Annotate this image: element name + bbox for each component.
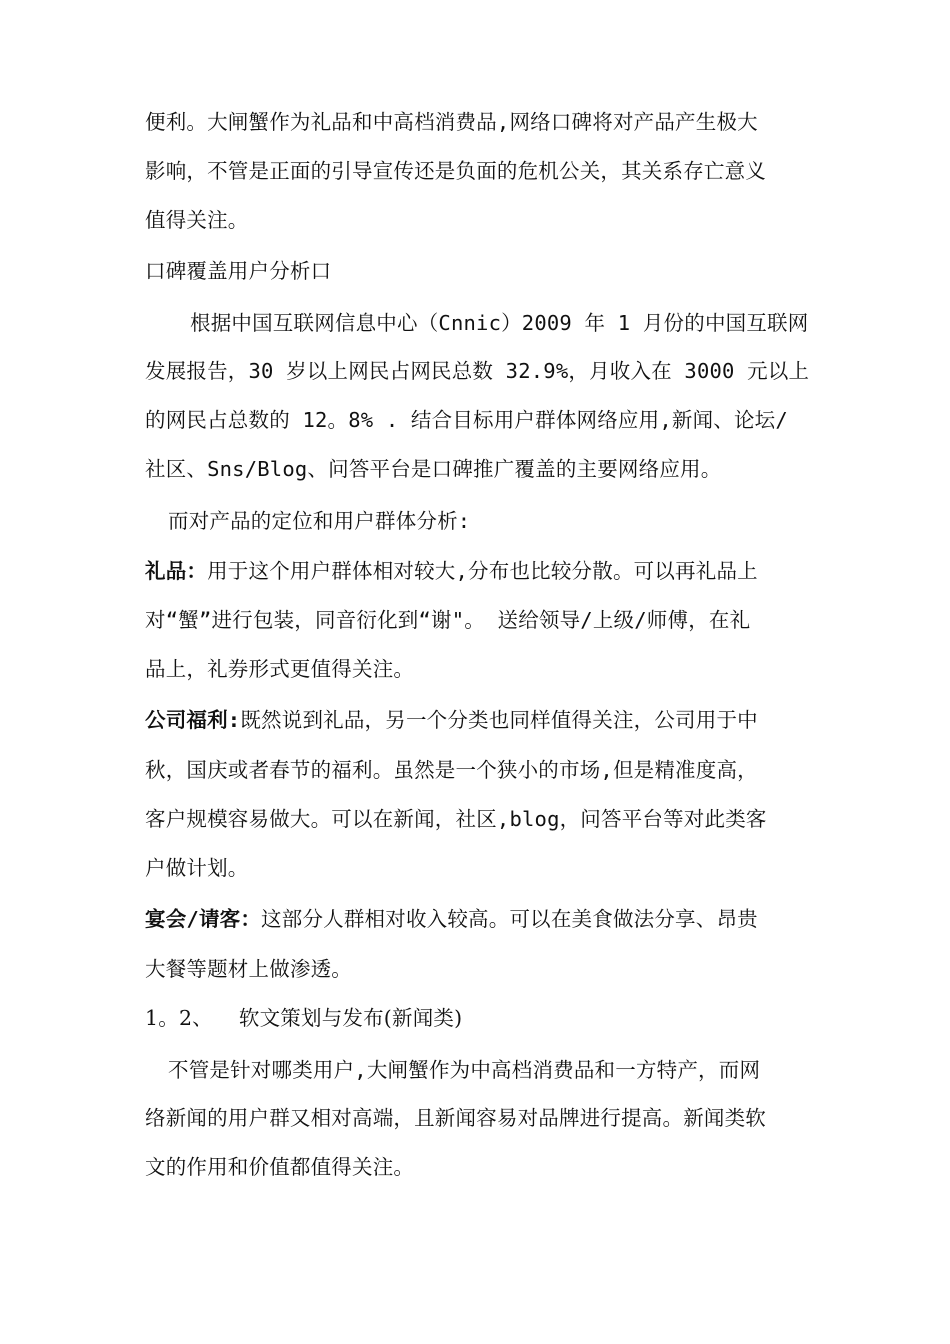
welfare-text: 既然说到礼品，另一个分类也同样值得关注，公司用于中 bbox=[240, 708, 758, 732]
paragraph-line: 根据中国互联网信息中心（Cnnic）2009 年 1 月份的中国互联网 bbox=[190, 311, 809, 335]
section-title: 软文策划与发布(新闻类) bbox=[238, 1006, 463, 1030]
paragraph-line: 发展报告，30 岁以上网民占网民总数 32.9%，月收入在 3000 元以上 bbox=[145, 359, 810, 383]
paragraph-line: 秋，国庆或者春节的福利。虽然是一个狭小的市场,但是精准度高， bbox=[145, 758, 758, 782]
paragraph-line: 社区、Sns/Blog、问答平台是口碑推广覆盖的主要网络应用。 bbox=[145, 457, 722, 481]
section-heading bbox=[145, 1004, 815, 1032]
gift-paragraph-line bbox=[145, 557, 815, 585]
paragraph-line: 值得关注。 bbox=[145, 208, 249, 232]
paragraph-line: 户做计划。 bbox=[145, 856, 249, 880]
banquet-label: 宴会/请客： bbox=[145, 907, 262, 931]
banquet-paragraph-line bbox=[145, 905, 815, 933]
paragraph-line: 大餐等题材上做渗透。 bbox=[145, 957, 352, 981]
paragraph-line: 对“蟹”进行包装，同音衍化到“谢"。 送给领导/上级/师傅，在礼 bbox=[145, 608, 751, 632]
paragraph-line: 便利。大闸蟹作为礼品和中高档消费品,网络口碑将对产品产生极大 bbox=[145, 110, 758, 134]
gift-label: 礼品： bbox=[145, 559, 208, 583]
paragraph-line: 不管是针对哪类用户,大闸蟹作为中高档消费品和一方特产，而网 bbox=[168, 1058, 761, 1082]
paragraph-line: 客户规模容易做大。可以在新闻，社区,blog，问答平台等对此类客 bbox=[145, 807, 767, 831]
paragraph-line: 影响，不管是正面的引导宣传还是负面的危机公关，其关系存亡意义 bbox=[145, 159, 766, 183]
subheading: 口碑覆盖用户分析口 bbox=[145, 259, 332, 283]
gift-text: 用于这个用户群体相对较大,分布也比较分散。可以再礼品上 bbox=[207, 559, 758, 583]
paragraph-line: 品上，礼券形式更值得关注。 bbox=[145, 657, 415, 681]
section-number: 1。2、 bbox=[145, 1006, 213, 1030]
paragraph-line: 文的作用和价值都值得关注。 bbox=[145, 1155, 415, 1179]
welfare-paragraph-line bbox=[145, 706, 815, 734]
banquet-text: 这部分人群相对收入较高。可以在美食做法分享、昂贵 bbox=[261, 907, 758, 931]
welfare-label: 公司福利: bbox=[145, 708, 241, 732]
paragraph-line: 而对产品的定位和用户群体分析: bbox=[168, 509, 471, 533]
paragraph-line: 的网民占总数的 12。8% . 结合目标用户群体网络应用,新闻、论坛/ bbox=[145, 408, 788, 432]
paragraph-line: 络新闻的用户群又相对高端，且新闻容易对品牌进行提高。新闻类软 bbox=[145, 1106, 766, 1130]
